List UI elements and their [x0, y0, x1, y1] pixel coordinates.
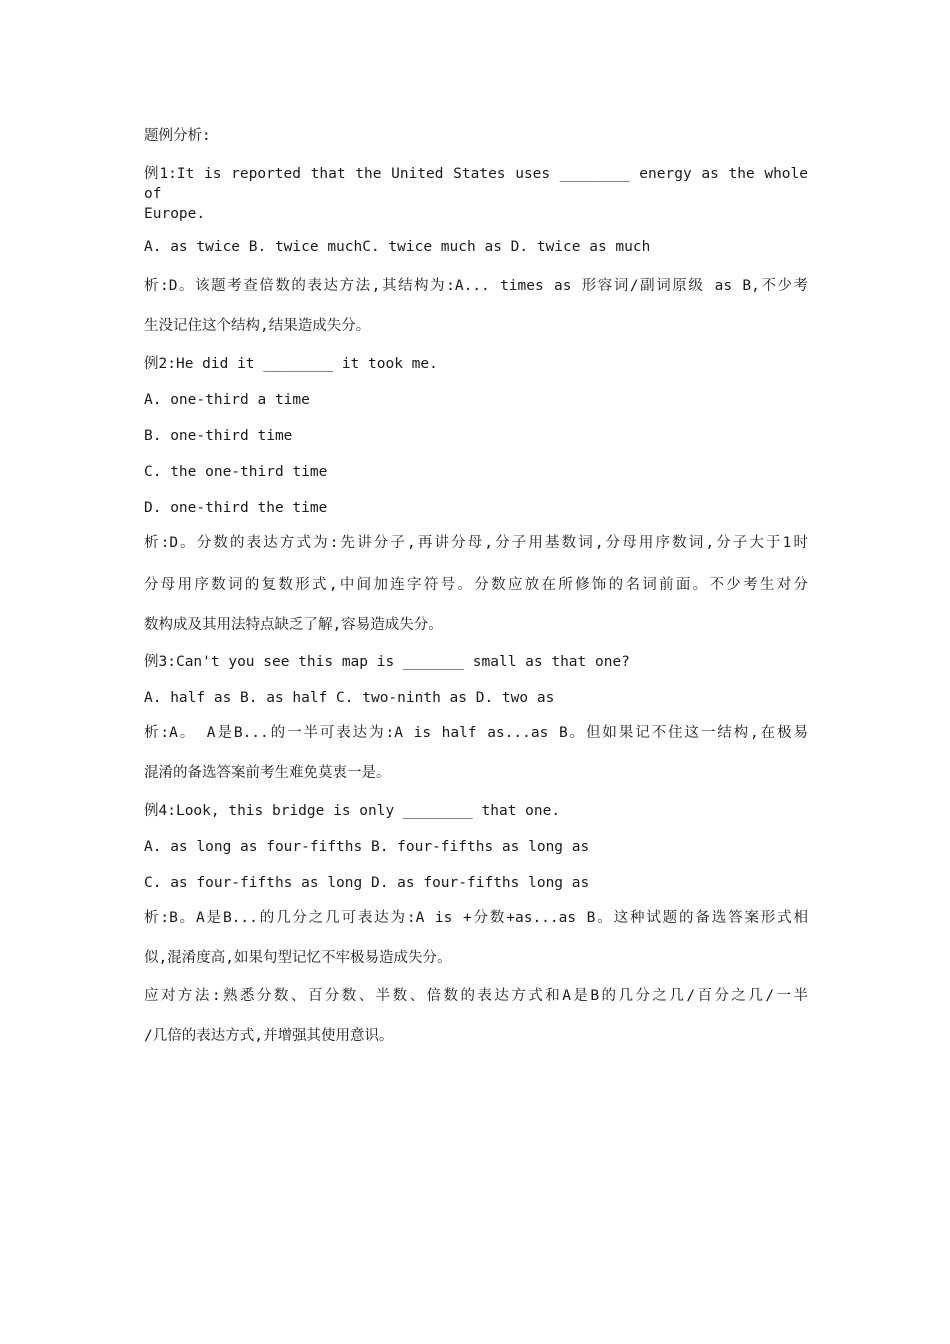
example-2-analysis: 析:D。分数的表达方式为:先讲分子,再讲分母,分子用基数词,分母用序数词,分子大于1时 — [144, 535, 808, 551]
example-1-analysis-cont: 生没记住这个结构,结果造成失分。 — [144, 318, 371, 334]
strategy-text: 应对方法:熟悉分数、百分数、半数、倍数的表达方式和A是B的几分之几/百分之几/一半 — [144, 988, 808, 1004]
example-3-question: 例3:Can't you see this map is _______ small as that one? — [144, 654, 630, 670]
example-2-analysis-cont-1: 分母用序数词的复数形式,中间加连字符号。分数应放在所修饰的名词前面。不少考生对分 — [144, 577, 808, 593]
example-2-option-a: A. one-third a time — [144, 392, 310, 408]
example-4-analysis-cont: 似,混淆度高,如果句型记忆不牢极易造成失分。 — [144, 950, 452, 966]
example-3-analysis-cont: 混淆的备选答案前考生难免莫衷一是。 — [144, 765, 391, 781]
example-4-options-cd: C. as four-fifths as long D. as four-fifths long as — [144, 875, 590, 891]
example-2-option-b: B. one-third time — [144, 428, 293, 444]
example-2-question: 例2:He did it ________ it took me. — [144, 356, 438, 372]
strategy-text-cont: /几倍的表达方式,并增强其使用意识。 — [144, 1028, 394, 1044]
example-2-option-c: C. the one-third time — [144, 464, 328, 480]
example-2-option-d: D. one-third the time — [144, 500, 328, 516]
example-4-question: 例4:Look, this bridge is only ________ that one. — [144, 803, 561, 819]
example-1-question-cont: Europe. — [144, 206, 206, 222]
example-4-analysis: 析:B。A是B...的几分之几可表达为:A is +分数+as...as B。这种试题的备选答案形式相 — [144, 910, 808, 926]
example-1-analysis: 析:D。该题考查倍数的表达方法,其结构为:A... times as 形容词/副词原级 as B,不少考 — [144, 278, 808, 294]
example-2-analysis-cont-2: 数构成及其用法特点缺乏了解,容易造成失分。 — [144, 617, 443, 633]
example-4-options-ab: A. as long as four-fifths B. four-fifths as long as — [144, 839, 590, 855]
example-1-options: A. as twice B. twice muchC. twice much as D. twice as much — [144, 239, 651, 255]
section-heading: 题例分析: — [144, 128, 211, 144]
example-1-question: 例1:It is reported that the United States uses ________ energy as the whole of — [144, 166, 808, 202]
example-3-analysis: 析:A。 A是B...的一半可表达为:A is half as...as B。但如果记不住这一结构,在极易 — [144, 725, 808, 741]
example-3-options: A. half as B. as half C. two-ninth as D. two as — [144, 690, 555, 706]
